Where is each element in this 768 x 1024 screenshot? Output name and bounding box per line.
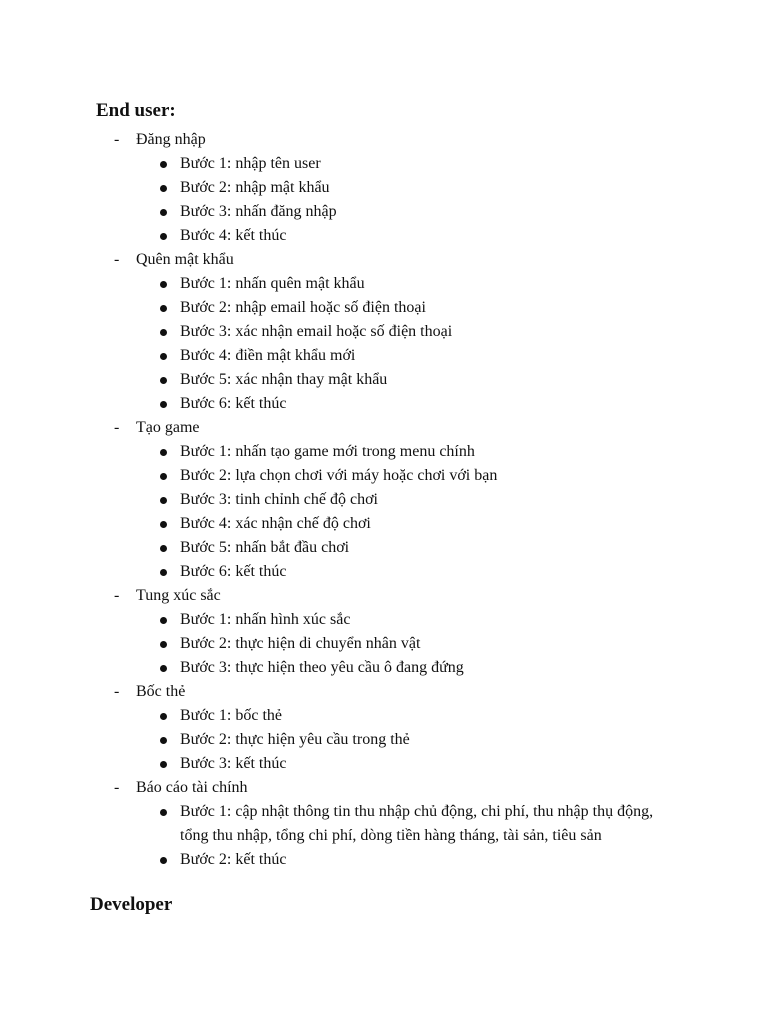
bullet-icon	[160, 209, 167, 216]
bullet-icon	[160, 569, 167, 576]
step-text: Bước 4: kết thúc	[180, 227, 287, 244]
section-title-row	[0, 584, 768, 608]
section-title-row	[0, 680, 768, 704]
bullet-icon	[160, 617, 167, 624]
step-text: Bước 2: nhập mật khẩu	[180, 179, 330, 196]
dash-marker: -	[114, 419, 120, 436]
step-text: Bước 1: nhập tên user	[180, 155, 321, 172]
step-text: Bước 4: xác nhận chế độ chơi	[180, 515, 371, 532]
step-text: Bước 3: xác nhận email hoặc số điện thoại	[180, 323, 453, 340]
step-item	[0, 536, 768, 560]
section-title: Quên mật khẩu	[136, 251, 234, 268]
section	[0, 128, 768, 248]
step-item	[0, 488, 768, 512]
step-text: Bước 1: bốc thẻ	[180, 707, 282, 724]
bullet-icon	[160, 161, 167, 168]
step-item	[0, 200, 768, 224]
step-text: Bước 3: thực hiện theo yêu cầu ô đang đứng	[180, 659, 464, 676]
section-title-row	[0, 776, 768, 800]
bullet-icon	[160, 713, 167, 720]
bullet-icon	[160, 497, 167, 504]
step-text: Bước 3: nhấn đăng nhập	[180, 203, 337, 220]
step-item	[0, 296, 768, 320]
section	[0, 680, 768, 776]
section-title: Đăng nhập	[136, 131, 206, 148]
dash-marker: -	[114, 683, 120, 700]
bullet-icon	[160, 281, 167, 288]
section	[0, 416, 768, 584]
bullet-icon	[160, 353, 167, 360]
bullet-icon	[160, 641, 167, 648]
developer-heading: Developer	[90, 894, 173, 915]
step-item	[0, 392, 768, 416]
step-item	[0, 464, 768, 488]
dash-marker: -	[114, 587, 120, 604]
step-item	[0, 512, 768, 536]
step-text: Bước 1: nhấn tạo game mới trong menu chính	[180, 443, 475, 460]
step-item	[0, 224, 768, 248]
bullet-icon	[160, 377, 167, 384]
bullet-icon	[160, 185, 167, 192]
step-text: Bước 1: cập nhật thông tin thu nhập chủ động, chi phí, thu nhập thụ động, tổng thu nhập, tổng chi phí, dòng tiền hàng tháng, tài sản, tiêu sản	[180, 803, 654, 844]
step-item	[0, 368, 768, 392]
step-item	[0, 152, 768, 176]
step-list	[0, 704, 768, 776]
step-item	[0, 344, 768, 368]
step-text: Bước 3: tinh chỉnh chế độ chơi	[180, 491, 378, 508]
bullet-icon	[160, 305, 167, 312]
section-title-row	[0, 416, 768, 440]
step-list	[0, 608, 768, 680]
step-item	[0, 440, 768, 464]
step-item	[0, 560, 768, 584]
step-list	[0, 800, 768, 872]
step-list	[0, 152, 768, 248]
section	[0, 248, 768, 416]
step-text: Bước 2: lựa chọn chơi với máy hoặc chơi với bạn	[180, 467, 498, 484]
section	[0, 776, 768, 872]
step-text: Bước 4: điền mật khẩu mới	[180, 347, 356, 364]
section-title-row	[0, 248, 768, 272]
step-item	[0, 272, 768, 296]
step-item	[0, 848, 768, 872]
bullet-icon	[160, 401, 167, 408]
step-list	[0, 440, 768, 584]
step-item	[0, 320, 768, 344]
step-text: Bước 2: kết thúc	[180, 851, 287, 868]
step-item	[0, 704, 768, 728]
dash-marker: -	[114, 131, 120, 148]
end-user-heading: End user:	[96, 100, 176, 121]
bullet-icon	[160, 761, 167, 768]
step-text: Bước 6: kết thúc	[180, 563, 287, 580]
step-text: Bước 2: thực hiện di chuyển nhân vật	[180, 635, 421, 652]
dash-marker: -	[114, 779, 120, 796]
bullet-icon	[160, 857, 167, 864]
step-item	[0, 176, 768, 200]
step-list	[0, 272, 768, 416]
step-item	[0, 608, 768, 632]
step-item	[0, 656, 768, 680]
bullet-icon	[160, 545, 167, 552]
section	[0, 584, 768, 680]
bullet-icon	[160, 737, 167, 744]
bullet-icon	[160, 449, 167, 456]
step-text: Bước 1: nhấn quên mật khẩu	[180, 275, 365, 292]
dash-marker: -	[114, 251, 120, 268]
step-text: Bước 5: xác nhận thay mật khẩu	[180, 371, 388, 388]
step-item	[0, 752, 768, 776]
step-text: Bước 5: nhấn bắt đầu chơi	[180, 539, 350, 556]
bullet-icon	[160, 233, 167, 240]
step-text: Bước 6: kết thúc	[180, 395, 287, 412]
bullet-icon	[160, 809, 167, 816]
section-title: Tung xúc sắc	[136, 587, 221, 604]
bullet-icon	[160, 521, 167, 528]
step-item	[0, 728, 768, 752]
step-text: Bước 1: nhấn hình xúc sắc	[180, 611, 351, 628]
section-title: Tạo game	[136, 419, 200, 436]
step-item	[0, 632, 768, 656]
section-title: Bốc thẻ	[136, 683, 186, 700]
use-case-list	[0, 128, 768, 872]
step-text: Bước 3: kết thúc	[180, 755, 287, 772]
step-text: Bước 2: thực hiện yêu cầu trong thẻ	[180, 731, 410, 748]
step-item	[0, 800, 768, 848]
bullet-icon	[160, 329, 167, 336]
section-title: Báo cáo tài chính	[136, 779, 248, 796]
bullet-icon	[160, 665, 167, 672]
step-text: Bước 2: nhập email hoặc số điện thoại	[180, 299, 426, 316]
section-title-row	[0, 128, 768, 152]
bullet-icon	[160, 473, 167, 480]
